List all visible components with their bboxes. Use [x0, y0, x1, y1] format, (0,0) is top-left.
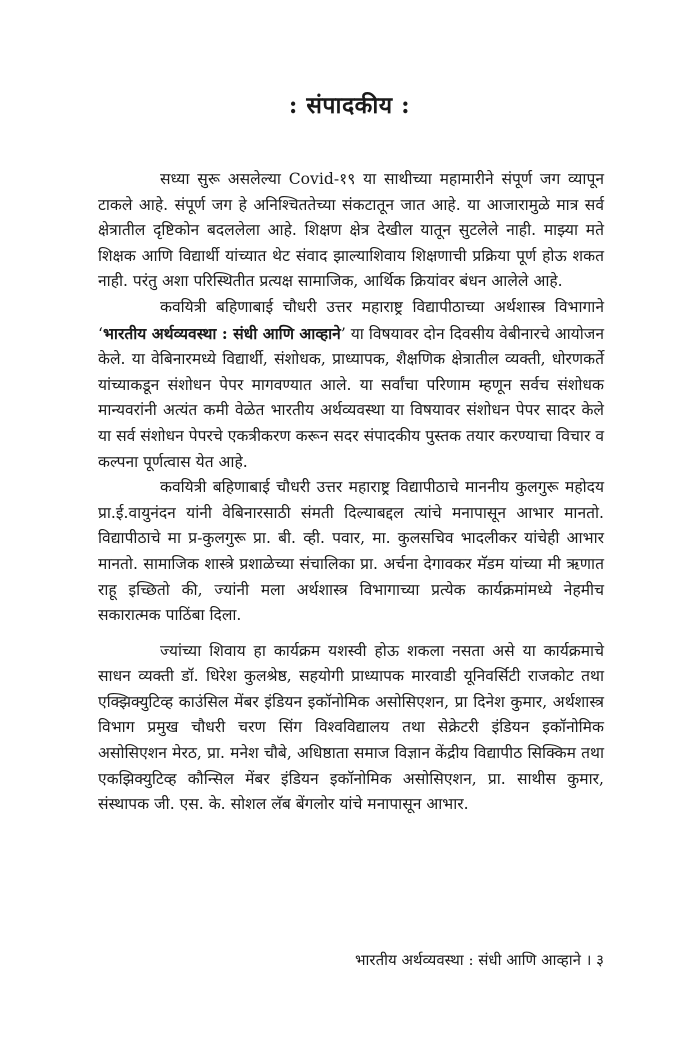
paragraph-2 — [98, 295, 604, 475]
paragraph-2-rest: ’ या विषयावर दोन दिवसीय वेबीनारचे आयोजन केले. या वेबिनारमध्ये विद्यार्थी, संशोधक, प्राध्यापक, शैक्षणिक क्षेत्रातील व्यक्ती, धोरणकर्ते यांच्याकडून संशोधन पेपर मागवण्यात आले. या सर्वांचा परिणाम म्हणून सर्वच संशोधक मान्यवरांनी अत्यंत कमी वेळेत भारतीय अर्थव्यवस्था या विषयावर संशोधन पेपर सादर केले या सर्व संशोधन पेपरचे एकत्रीकरण करून सदर संपादकीय पुस्तक तयार करण्याचा विचार व कल्पना पूर्णत्वास येत आहे. — [98, 324, 604, 471]
paragraph-1: सध्या सुरू असलेल्या Covid-१९ या साथीच्या महामारीने संपूर्ण जग व्यापून टाकले आहे. संपूर्ण जग हे अनिश्चिततेच्या संकटातून जात आहे. या आजारामुळे मात्र सर्व क्षेत्रातील दृष्टिकोन बदललेला आहे. शिक्षण क्षेत्र देखील यातून सुटलेले नाही. माझ्या मते शिक्षक आणि विद्यार्थी यांच्यात थेट संवाद झाल्याशिवाय शिक्षणाची प्रक्रिया पूर्ण होऊ शकत नाही. परंतु अशा परिस्थितीत प्रत्यक्ष सामाजिक, आर्थिक क्रियांवर बंधन आलेले आहे. — [98, 170, 604, 291]
running-footer: भारतीय अर्थव्यवस्था : संधी आणि आव्हाने । ३ — [355, 951, 604, 969]
paragraph-4: ज्यांच्या शिवाय हा कार्यक्रम यशस्वी होऊ शकला नसता असे या कार्यक्रमाचे साधन व्यक्ती डॉ. धिरेश कुलश्रेष्ठ, सहयोगी प्राध्यापक मारवाडी यूनिवर्सिटी राजकोट तथा एक्झिक्युटिव्ह काउंसिल मेंबर इंडियन इकॉनोमिक असोसिएशन, प्रा दिनेश कुमार, अर्थशास्त्र विभाग प्रमुख चौधरी चरण सिंग विश्वविद्यालय तथा सेक्रेटरी इंडियन इकॉनोमिक असोसिएशन मेरठ, प्रा. मनेश चौबे, अधिष्ठाता समाज विज्ञान केंद्रीय विद्यापीठ सिक्किम तथा एकझिक्युटिव्ह कौन्सिल मेंबर इंडियन इकॉनोमिक असोसिएशन, प्रा. साथीस कुमार, संस्थापक जी. एस. के. सोशल लॅब बेंगलोर यांचे मनापासून आभार. — [98, 641, 604, 814]
webinar-topic: भारतीय अर्थव्यवस्था : संधी आणि आव्हाने — [102, 323, 341, 343]
paragraph-2-intro: कवयित्री बहिणाबाई चौधरी उत्तर महाराष्ट्र विद्यापीठाच्या अर्थशास्त्र विभागाने ‘ — [98, 297, 604, 343]
page-title: : संपादकीय : — [288, 92, 411, 119]
paragraph-3: कवयित्री बहिणाबाई चौधरी उत्तर महाराष्ट्र विद्यापीठाचे माननीय कुलगुरू महोदय प्रा.ई.वायुनंदन यांनी वेबिनारसाठी संमती दिल्याबद्दल त्यांचे मनापासून आभार मानतो. विद्यापीठाचे मा प्र-कुलगुरू प्रा. बी. व्ही. पवार, मा. कुलसचिव भादलीकर यांचेही आभार मानतो. सामाजिक शास्त्रे प्रशाळेच्या संचालिका प्रा. अर्चना देगावकर मॅडम यांच्या मी ऋणात राहू इच्छितो की, ज्यांनी मला अर्थशास्त्र विभागाच्या प्रत्येक कार्यक्रमांमध्ये नेहमीच सकारात्मक पाठिंबा दिला. — [98, 478, 604, 625]
editorial-body — [98, 167, 604, 818]
